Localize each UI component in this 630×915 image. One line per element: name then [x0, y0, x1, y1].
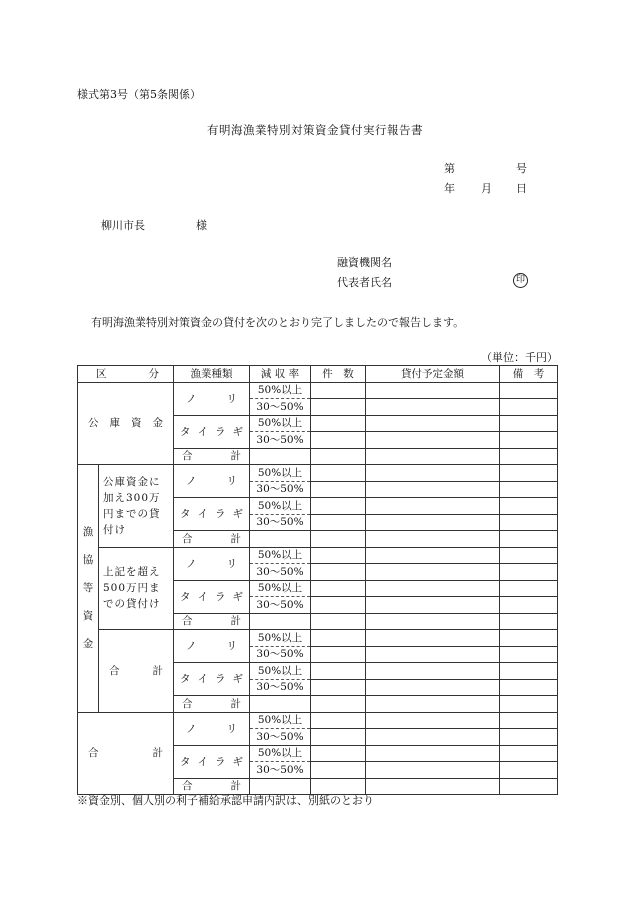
sub2-label: 上記を超え500万円までの貸付け	[99, 547, 174, 630]
doc-number-go: 号	[516, 162, 527, 175]
grand-total-label: 合 計	[78, 712, 174, 795]
rate-cell: 50%以上	[250, 712, 311, 729]
addressee-name: 柳川市長	[101, 219, 145, 232]
rate-cell: 50%以上	[250, 382, 311, 399]
rate-cell: 50%以上	[250, 415, 311, 432]
rate-cell: 30〜50%	[250, 646, 311, 663]
fishery-nori: ノ リ	[174, 547, 250, 580]
fishery-tairagi: タ イ ラ ギ	[174, 580, 250, 613]
sub1-label: 公庫資金に加え300万円までの貸付け	[99, 465, 174, 548]
fishery-tairagi: タ イ ラ ギ	[174, 415, 250, 448]
date-day: 日	[516, 182, 527, 195]
header-amount: 貸付予定金額	[366, 366, 500, 383]
fishery-total: 合 計	[174, 448, 250, 465]
rate-cell: 50%以上	[250, 580, 311, 597]
fishery-nori: ノ リ	[174, 465, 250, 498]
rate-cell: 30〜50%	[250, 762, 311, 779]
fishery-total: 合 計	[174, 696, 250, 713]
doc-number-dai: 第	[444, 162, 455, 175]
form-number: 様式第3号（第5条関係）	[77, 88, 201, 101]
representative-label: 代表者氏名	[337, 276, 392, 289]
footnote: ※資金別、個人別の利子補給承認申請内訳は、別紙のとおり	[77, 794, 374, 807]
fishery-coop-fund-label: 漁 協 等 資 金	[78, 465, 99, 713]
rate-cell: 30〜50%	[250, 481, 311, 498]
rate-cell: 50%以上	[250, 745, 311, 762]
date-month: 月	[481, 182, 492, 195]
date-year: 年	[444, 182, 455, 195]
fishery-nori: ノ リ	[174, 712, 250, 745]
header-remarks: 備 考	[500, 366, 558, 383]
fishery-total: 合 計	[174, 531, 250, 548]
coop-subtotal-label: 合 計	[99, 630, 174, 713]
fishery-tairagi: タ イ ラ ギ	[174, 498, 250, 531]
rate-cell: 30〜50%	[250, 597, 311, 614]
rate-cell: 50%以上	[250, 663, 311, 680]
rate-cell: 50%以上	[250, 465, 311, 482]
public-fund-label: 公 庫 資 金	[78, 382, 174, 465]
fishery-total: 合 計	[174, 778, 250, 795]
unit-label: （単位：千円）	[481, 351, 558, 364]
fishery-nori: ノ リ	[174, 630, 250, 663]
header-fishery: 漁業種類	[174, 366, 250, 383]
header-category: 区 分	[78, 366, 174, 383]
rate-cell: 50%以上	[250, 630, 311, 647]
institution-label: 融資機関名	[337, 256, 392, 269]
body-text: 有明海漁業特別対策資金の貸付を次のとおり完了しましたので報告します。	[91, 316, 465, 329]
header-count: 件 数	[311, 366, 366, 383]
header-row	[78, 366, 558, 383]
rate-cell: 30〜50%	[250, 729, 311, 746]
document-title: 有明海漁業特別対策資金貸付実行報告書	[207, 123, 423, 137]
fishery-nori: ノ リ	[174, 382, 250, 415]
rate-cell: 30〜50%	[250, 514, 311, 531]
rate-cell: 30〜50%	[250, 679, 311, 696]
header-reduction: 減 収 率	[250, 366, 311, 383]
loan-report-table	[77, 365, 558, 795]
fishery-tairagi: タ イ ラ ギ	[174, 745, 250, 778]
addressee-honorific: 様	[196, 219, 207, 232]
rate-cell: 50%以上	[250, 547, 311, 564]
rate-cell: 30〜50%	[250, 432, 311, 449]
seal-mark: 印	[513, 272, 528, 288]
fishery-tairagi: タ イ ラ ギ	[174, 663, 250, 696]
fishery-total: 合 計	[174, 613, 250, 630]
rate-cell: 30〜50%	[250, 564, 311, 581]
rate-cell: 50%以上	[250, 498, 311, 515]
rate-cell: 30〜50%	[250, 399, 311, 416]
